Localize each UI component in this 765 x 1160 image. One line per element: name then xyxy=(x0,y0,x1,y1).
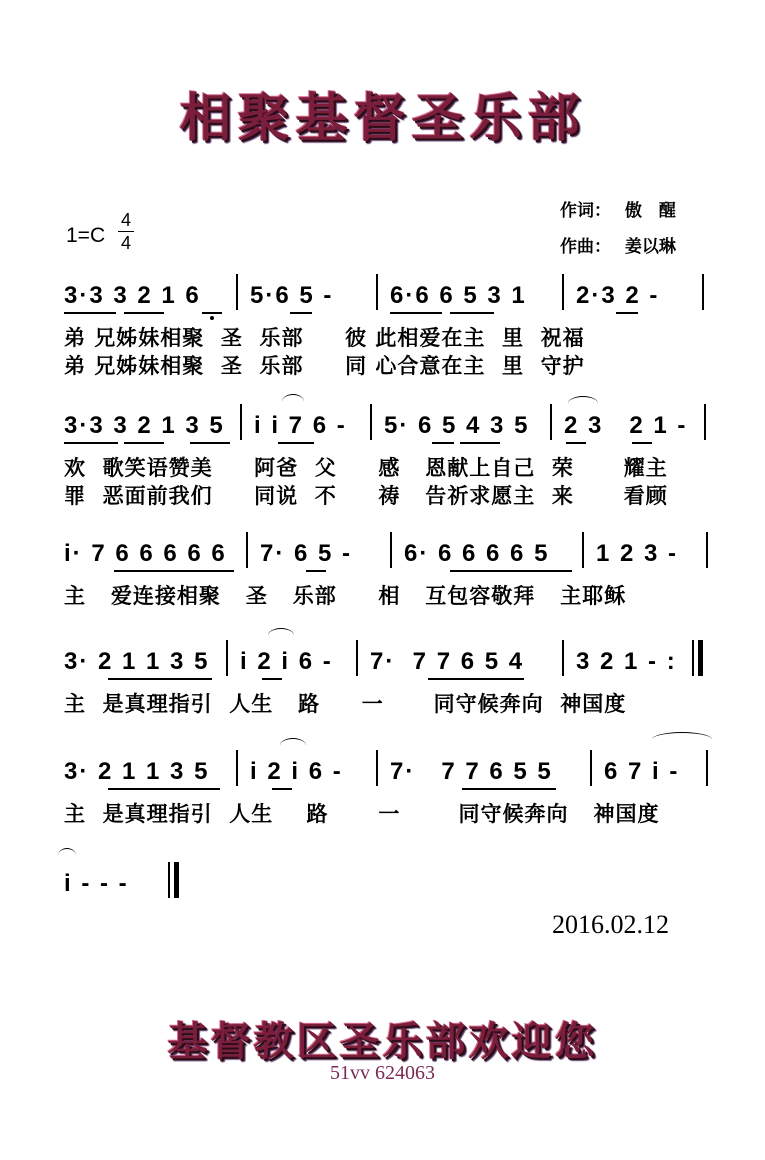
music-line-3 xyxy=(0,532,765,572)
repeat-bar-thin xyxy=(692,640,694,676)
lyric-line: 弟 兄姊妹相聚 圣 乐部 同 心合意在主 里 守护 xyxy=(64,353,585,378)
beam xyxy=(290,312,312,314)
bar-line xyxy=(702,274,704,310)
composer-name: 姜以琳 xyxy=(624,237,676,257)
bar-line xyxy=(236,750,238,786)
beam xyxy=(306,570,326,572)
date-stamp: 2016.02.12 xyxy=(552,910,669,939)
beam xyxy=(566,442,586,444)
octave-dot xyxy=(210,316,214,320)
bar-line xyxy=(370,404,372,440)
page-title: 相聚基督圣乐部 xyxy=(179,88,586,149)
final-bar-thick xyxy=(174,862,179,898)
measure: 7· 7 7 6 5 5 xyxy=(390,758,553,785)
bar-line xyxy=(246,532,248,568)
time-signature-top: 4 xyxy=(120,210,131,230)
bar-line xyxy=(226,640,228,676)
music-line-5 xyxy=(0,750,765,790)
lyricist-label: 作词： xyxy=(560,201,611,221)
beam xyxy=(432,442,454,444)
lyric-line: 罪 恶面前我们 同说 不 祷 告祈求愿主 来 看顾 xyxy=(64,483,668,508)
lyric-line: 主 是真理指引 人生 路 一 同守候奔向 神国度 xyxy=(64,801,660,826)
beam xyxy=(450,570,572,572)
bar-line xyxy=(550,404,552,440)
bar-line xyxy=(356,640,358,676)
measure: i i 7 6 - xyxy=(254,412,347,439)
beam xyxy=(262,678,282,680)
beam xyxy=(64,312,116,314)
music-line-2 xyxy=(0,404,765,444)
measure: i - - - xyxy=(64,870,129,897)
slur xyxy=(568,396,598,411)
beam xyxy=(390,312,442,314)
measure: 3· 2 1 1 3 5 xyxy=(64,648,210,675)
measure: 7· 6 5 - xyxy=(260,540,353,567)
tie xyxy=(58,848,76,863)
measure: 1 2 3 - xyxy=(596,540,679,567)
lyric-line: 主 是真理指引 人生 路 一 同守候奔向 神国度 xyxy=(64,691,627,716)
footer-banner: 基督教区圣乐部欢迎您 xyxy=(167,1018,598,1065)
measure: 7· 7 7 6 5 4 xyxy=(370,648,525,675)
lyric-line: 弟 兄姊妹相聚 圣 乐部 彼 此相爱在主 里 祝福 xyxy=(64,325,585,350)
lyricist-name: 傲 醒 xyxy=(624,201,676,221)
beam xyxy=(278,442,314,444)
repeat-bar-thick xyxy=(698,640,703,676)
measure: 6·6 6 5 3 1 xyxy=(390,282,527,309)
bar-line xyxy=(562,640,564,676)
beam xyxy=(632,442,652,444)
slur xyxy=(268,628,294,643)
measure: 6· 6 6 6 6 5 xyxy=(404,540,550,567)
key-signature: 1=C xyxy=(66,224,106,247)
measure: 3 2 1 - : xyxy=(576,648,677,675)
beam xyxy=(428,678,524,680)
slur xyxy=(282,394,304,409)
music-line-6 xyxy=(0,862,765,902)
bar-line xyxy=(590,750,592,786)
time-signature xyxy=(118,210,134,253)
tie xyxy=(652,732,712,747)
bar-line xyxy=(706,750,708,786)
bar-line xyxy=(240,404,242,440)
measure: 3·3 3 2 1 3 5 xyxy=(64,412,225,439)
bar-line xyxy=(236,274,238,310)
measure: 3· 2 1 1 3 5 xyxy=(64,758,210,785)
time-signature-bottom: 4 xyxy=(120,233,131,253)
beam xyxy=(460,442,500,444)
final-bar-thin xyxy=(168,862,170,898)
bar-line xyxy=(376,274,378,310)
beam xyxy=(190,442,230,444)
measure: 2 3 2 1 - xyxy=(564,412,688,439)
measure: i 2 i 6 - xyxy=(240,648,333,675)
beam xyxy=(272,788,292,790)
bar-line xyxy=(390,532,392,568)
bar-line xyxy=(704,404,706,440)
slur xyxy=(280,738,306,753)
beam xyxy=(616,312,638,314)
measure: 5· 6 5 4 3 5 xyxy=(384,412,530,439)
composer-credit xyxy=(560,232,676,257)
beam xyxy=(108,788,220,790)
beam xyxy=(124,312,164,314)
bar-line xyxy=(582,532,584,568)
lyric-line: 欢 歌笑语赞美 阿爸 父 感 恩献上自己 荣 耀主 xyxy=(64,455,668,480)
beam xyxy=(202,312,222,314)
bar-line xyxy=(706,532,708,568)
lyric-line: 主 爱连接相聚 圣 乐部 相 互包容敬拜 主耶稣 xyxy=(64,583,627,608)
music-line-1 xyxy=(0,274,765,314)
measure: i· 7 6 6 6 6 6 xyxy=(64,540,227,567)
bar-line xyxy=(562,274,564,310)
beam xyxy=(114,570,234,572)
beam xyxy=(462,788,556,790)
measure: 5·6 5 - xyxy=(250,282,334,309)
bar-line xyxy=(376,750,378,786)
beam xyxy=(450,312,494,314)
composer-label: 作曲： xyxy=(560,237,611,257)
measure: i 2 i 6 - xyxy=(250,758,343,785)
music-line-4 xyxy=(0,640,765,680)
footer-code: 51vv 624063 xyxy=(330,1062,435,1084)
beam xyxy=(64,442,118,444)
lyricist-credit xyxy=(560,196,676,221)
beam xyxy=(124,442,164,444)
beam xyxy=(108,678,212,680)
measure: 2·3 2 - xyxy=(576,282,660,309)
measure: 6 7 i - xyxy=(604,758,680,785)
measure: 3·3 3 2 1 6 xyxy=(64,282,201,309)
